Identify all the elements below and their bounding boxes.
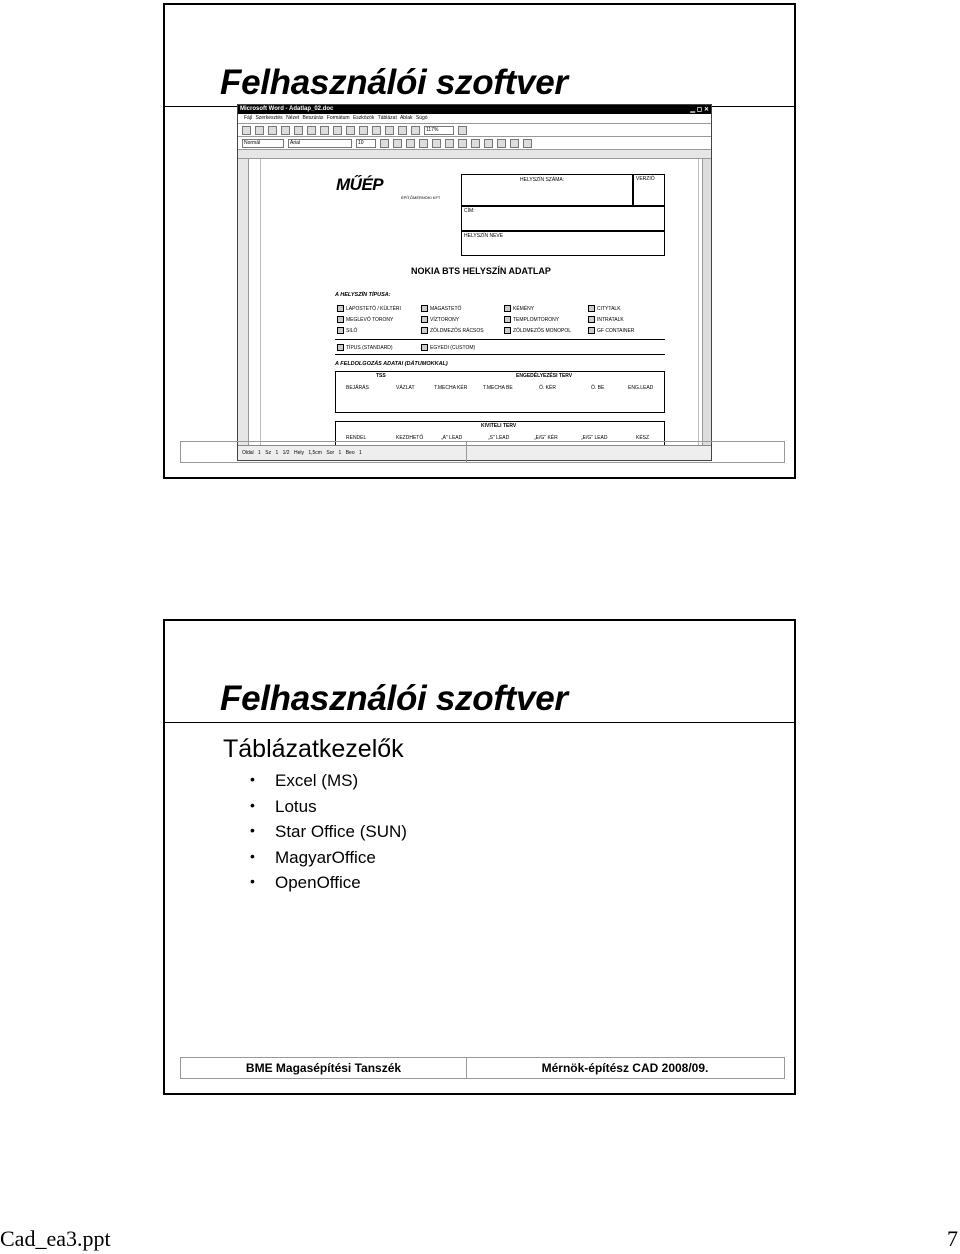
list-item: • Star Office (SUN) <box>250 822 407 848</box>
footer-right-empty <box>466 442 784 462</box>
menu-item: Szerkesztés <box>255 115 283 121</box>
section-divider <box>335 339 665 340</box>
slide-2 <box>163 619 796 1095</box>
new-doc-icon <box>242 126 251 135</box>
spell-icon <box>307 126 316 135</box>
menu-item: Formátum <box>326 115 350 121</box>
table-cell: „E/G" KÉR <box>534 435 558 441</box>
menu-item: Táblázat <box>377 115 397 121</box>
section-divider <box>335 354 665 355</box>
bullets-icon <box>484 139 493 148</box>
checkbox-site-type: MEGLÉVŐ TORONY <box>337 316 393 323</box>
checkbox-site-type: TEMPLOMTORONY <box>504 316 559 323</box>
undo-icon <box>359 126 368 135</box>
slide-footer-obscured <box>180 441 785 463</box>
checkbox-site-type: GF CONTAINER <box>588 327 634 334</box>
italic-icon <box>393 139 402 148</box>
address-box <box>461 206 665 231</box>
font-field: Arial <box>288 139 352 148</box>
size-field: 10 <box>356 139 376 148</box>
open-icon <box>255 126 264 135</box>
underline-icon <box>406 139 415 148</box>
checkbox-icon <box>421 305 428 312</box>
menu-item: Nézet <box>286 115 300 121</box>
version-label: VERZIÓ <box>636 176 655 182</box>
section-processing: A FELDOLGOZÁS ADATAI (DÁTUMOKKAL) <box>335 361 448 367</box>
paste-icon <box>346 126 355 135</box>
document-page <box>260 159 699 446</box>
tss-table <box>335 371 665 413</box>
table-cell: KEZDHETŐ <box>396 435 424 441</box>
checkbox-icon <box>504 316 511 323</box>
table-cell: Ö. KÉR <box>539 385 556 391</box>
help-icon <box>458 126 467 135</box>
slide-subtitle: Táblázatkezelők <box>223 735 404 763</box>
menu-item: Fájl <box>244 115 253 121</box>
version-box <box>633 174 665 206</box>
columns-icon <box>398 126 407 135</box>
numbering-icon <box>471 139 480 148</box>
list-item: • Lotus <box>250 797 407 823</box>
bullet-list <box>250 771 407 899</box>
word-screenshot <box>237 104 712 461</box>
slide-title: Felhasználói szoftver <box>220 63 568 102</box>
cut-icon <box>320 126 329 135</box>
table-cell: ENG.LEAD <box>628 385 654 391</box>
company-logo: MŰÉP <box>336 175 384 194</box>
checkbox-site-type: CITYTALK <box>588 305 621 312</box>
slide-1 <box>163 3 796 479</box>
list-item: • OpenOffice <box>250 873 407 899</box>
table-cell: „E/G" LEAD <box>581 435 608 441</box>
word-format-toolbar <box>238 137 711 150</box>
site-name-box <box>461 231 665 256</box>
menu-item: Beszúrás <box>302 115 324 121</box>
document-heading: NOKIA BTS HELYSZÍN ADATLAP <box>411 266 551 276</box>
checkbox-icon <box>588 327 595 334</box>
slide-title: Felhasználói szoftver <box>220 679 568 718</box>
checkbox-icon <box>421 344 428 351</box>
copy-icon <box>333 126 342 135</box>
word-standard-toolbar <box>238 124 711 137</box>
style-field: Normál <box>242 139 284 148</box>
table-cell: BEJÁRÁS <box>346 385 369 391</box>
word-document-area <box>238 159 711 446</box>
checkbox-icon <box>337 344 344 351</box>
footer-left-empty <box>181 442 467 462</box>
table-cell: RENDEL <box>346 435 367 441</box>
section-site-type: A HELYSZÍN TÍPUSA: <box>335 292 391 298</box>
font-color-icon <box>523 139 532 148</box>
vertical-scrollbar <box>702 159 711 446</box>
table-cell: VÁZLAT <box>396 385 415 391</box>
menu-item: Ablak <box>399 115 413 121</box>
site-number-box <box>461 174 633 206</box>
footer-course: Mérnök-építész CAD 2008/09. <box>541 1061 709 1075</box>
table-icon <box>385 126 394 135</box>
permit-header: ENGEDÉLYEZÉSI TERV <box>516 373 573 379</box>
tss-header: TSS <box>376 373 386 379</box>
justify-icon <box>458 139 467 148</box>
checkbox-site-type: SILÓ <box>337 327 357 334</box>
bold-icon <box>380 139 389 148</box>
execution-header: KIVITELI TERV <box>481 423 517 429</box>
table-cell: T.MECHA BE <box>483 385 513 391</box>
checkbox-icon <box>421 327 428 334</box>
checkbox-site-type: MAGASTETŐ <box>421 305 461 312</box>
list-item: • MagyarOffice <box>250 848 407 874</box>
checkbox-icon <box>421 316 428 323</box>
footer-department: BME Magasépítési Tanszék <box>181 1058 467 1078</box>
checkbox-type-custom: EGYEDI (CUSTOM) <box>421 344 475 351</box>
word-menu-bar <box>238 114 711 124</box>
list-item: • Excel (MS) <box>250 771 407 797</box>
site-name-label: HELYSZÍN NEVE <box>464 233 504 239</box>
checkbox-site-type: LAPOSTETŐ / KÜLTÉRI <box>337 305 401 312</box>
checkbox-icon <box>504 305 511 312</box>
word-title-bar <box>238 105 711 114</box>
drawing-icon <box>411 126 420 135</box>
horizontal-ruler <box>238 150 711 159</box>
checkbox-site-type: ZÖLDMEZŐS MONOPOL <box>504 327 571 334</box>
checkbox-site-type: VÍZTORONY <box>421 316 459 323</box>
align-right-icon <box>445 139 454 148</box>
redo-icon <box>372 126 381 135</box>
checkbox-icon <box>588 305 595 312</box>
checkbox-type-standard: TÍPUS (STANDARD) <box>337 344 393 351</box>
checkbox-icon <box>337 316 344 323</box>
checkbox-site-type: ZÖLDMEZŐS RÁCSOS <box>421 327 484 334</box>
checkbox-icon <box>337 327 344 334</box>
checkbox-icon <box>588 316 595 323</box>
highlight-icon <box>510 139 519 148</box>
table-cell: Ö. BE <box>591 385 605 391</box>
checkbox-site-type: INTRATALK <box>588 316 624 323</box>
table-cell: T.MECHA KÉR <box>434 385 468 391</box>
zoom-field: 117% <box>424 126 454 135</box>
checkbox-icon <box>504 327 511 334</box>
page-number: 7 <box>947 1226 958 1251</box>
address-label: CÍM: <box>464 208 475 214</box>
align-left-icon <box>419 139 428 148</box>
word-window-title: Microsoft Word - Adatlap_02.doc <box>240 106 334 112</box>
vertical-ruler <box>238 159 249 446</box>
site-number-label: HELYSZÍN SZÁMA: <box>520 177 565 183</box>
company-logo-subtitle: ÉPÍTŐMÉRNÖKI KFT <box>401 195 441 200</box>
menu-item: Súgó <box>415 115 428 121</box>
menu-item: Eszközök <box>352 115 375 121</box>
checkbox-icon <box>337 305 344 312</box>
window-controls-icon: ▁ ▢ ✕ <box>690 107 709 113</box>
print-icon <box>281 126 290 135</box>
table-cell: „A" LEAD <box>441 435 463 441</box>
slide-footer <box>180 1057 785 1079</box>
border-icon <box>497 139 506 148</box>
checkbox-site-type: KÉMÉNY <box>504 305 534 312</box>
align-center-icon <box>432 139 441 148</box>
word-status-bar: Oldal 1 Sz 1 1/2 Hely 1,5cm Sor 1 Beo 1 <box>238 445 711 460</box>
preview-icon <box>294 126 303 135</box>
table-cell: „S" LEAD <box>488 435 510 441</box>
save-icon <box>268 126 277 135</box>
title-divider <box>165 722 794 723</box>
table-cell: KÉSZ <box>636 435 650 441</box>
file-name: Cad_ea3.ppt <box>0 1226 111 1251</box>
